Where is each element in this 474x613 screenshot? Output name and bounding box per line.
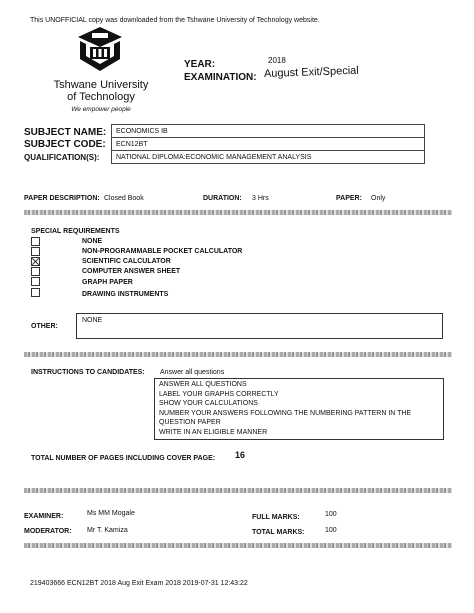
section-divider	[24, 543, 452, 548]
paper-value: Only	[371, 195, 386, 202]
special-requirements-heading: SPECIAL REQUIREMENTS	[31, 228, 120, 235]
subject-code-value: ECN12BT	[116, 141, 148, 148]
requirement-graph-paper-label: GRAPH PAPER	[82, 279, 133, 286]
examiner-label: EXAMINER:	[24, 513, 64, 520]
instructions-box	[154, 378, 444, 440]
instructions-intro: Answer all questions	[160, 369, 225, 376]
university-crest-icon	[74, 25, 126, 73]
total-marks-label: TOTAL MARKS:	[252, 529, 305, 536]
instruction-line: SHOW YOUR CALCULATIONS	[159, 400, 258, 408]
moderator-value: Mr T. Kamiza	[87, 527, 128, 534]
subject-name-label: SUBJECT NAME:	[24, 127, 107, 138]
checkbox-non-programmable-calculator[interactable]	[31, 247, 40, 256]
subject-row-line	[112, 137, 425, 138]
checkbox-scientific-calculator[interactable]	[31, 257, 40, 266]
university-logo	[74, 25, 126, 73]
other-value: NONE	[82, 317, 103, 324]
instruction-line: NUMBER YOUR ANSWERS FOLLOWING THE NUMBERING PATTERN IN THE	[159, 409, 412, 417]
unofficial-notice: This UNOFFICIAL copy was downloaded from the Tshwane University of Technology website.	[30, 17, 320, 24]
other-label: OTHER:	[31, 323, 58, 330]
qualifications-value: NATIONAL DIPLOMA:ECONOMIC MANAGEMENT ANALYSIS	[116, 154, 312, 161]
total-pages-value: 16	[235, 450, 246, 460]
footer-meta: 219403666 ECN12BT 2018 Aug Exit Exam 2018 2019-07-31 12:43:22	[30, 580, 248, 587]
subject-row-line	[112, 163, 425, 164]
instruction-line: WRITE IN AN ELIGIBLE MANNER	[159, 428, 268, 436]
examiner-value: Ms MM Mogale	[87, 510, 135, 517]
subject-block-divider	[111, 124, 112, 164]
full-marks-label: FULL MARKS:	[252, 514, 300, 521]
subject-row-line	[112, 124, 425, 125]
section-divider	[24, 352, 452, 357]
other-field[interactable]	[76, 313, 443, 339]
total-pages-label: TOTAL NUMBER OF PAGES INCLUDING COVER PAGE:	[31, 455, 216, 462]
paper-label: PAPER:	[336, 195, 362, 202]
year-label: YEAR:	[184, 59, 216, 70]
university-name-line2: of Technology	[67, 91, 135, 103]
requirement-computer-answer-sheet-label: COMPUTER ANSWER SHEET	[82, 268, 181, 275]
moderator-label: MODERATOR:	[24, 528, 72, 535]
requirement-drawing-instruments-label: DRAWING INSTRUMENTS	[82, 291, 169, 298]
duration-value: 3 Hrs	[252, 195, 269, 202]
instructions-label: INSTRUCTIONS TO CANDIDATES:	[31, 369, 145, 376]
examination-label: EXAMINATION:	[184, 72, 257, 83]
requirement-scientific-calculator-label: SCIENTIFIC CALCULATOR	[82, 258, 171, 265]
university-name	[40, 79, 162, 103]
duration-label: DURATION:	[203, 195, 242, 202]
instruction-line: LABEL YOUR GRAPHS CORRECTLY	[159, 390, 279, 398]
instruction-line: QUESTION PAPER	[159, 419, 221, 427]
subject-name-value: ECONOMICS IB	[116, 128, 168, 135]
year-value: 2018	[268, 56, 286, 65]
paper-description-label: PAPER DESCRIPTION:	[24, 195, 100, 202]
subject-row-line	[112, 150, 425, 151]
full-marks-value: 100	[325, 511, 337, 518]
paper-description-value: Closed Book	[104, 195, 144, 202]
university-name-line1: Tshwane University	[53, 79, 149, 91]
checkbox-computer-answer-sheet[interactable]	[31, 267, 40, 276]
section-divider	[24, 488, 452, 493]
section-divider	[24, 210, 452, 215]
university-tagline: We empower people	[71, 106, 131, 113]
examination-value: August Exit/Special	[263, 64, 359, 80]
checkbox-drawing-instruments[interactable]	[31, 288, 40, 297]
subject-code-label: SUBJECT CODE:	[24, 139, 106, 150]
requirement-non-programmable-calculator-label: NON-PROGRAMMABLE POCKET CALCULATOR	[82, 248, 243, 255]
subject-block-edge	[424, 124, 425, 164]
checkbox-none[interactable]	[31, 237, 40, 246]
qualifications-label: QUALIFICATION(S):	[24, 153, 100, 162]
instruction-line: ANSWER ALL QUESTIONS	[159, 381, 247, 388]
total-marks-value: 100	[325, 527, 337, 534]
checkbox-graph-paper[interactable]	[31, 277, 40, 286]
requirement-none-label: NONE	[82, 238, 103, 245]
